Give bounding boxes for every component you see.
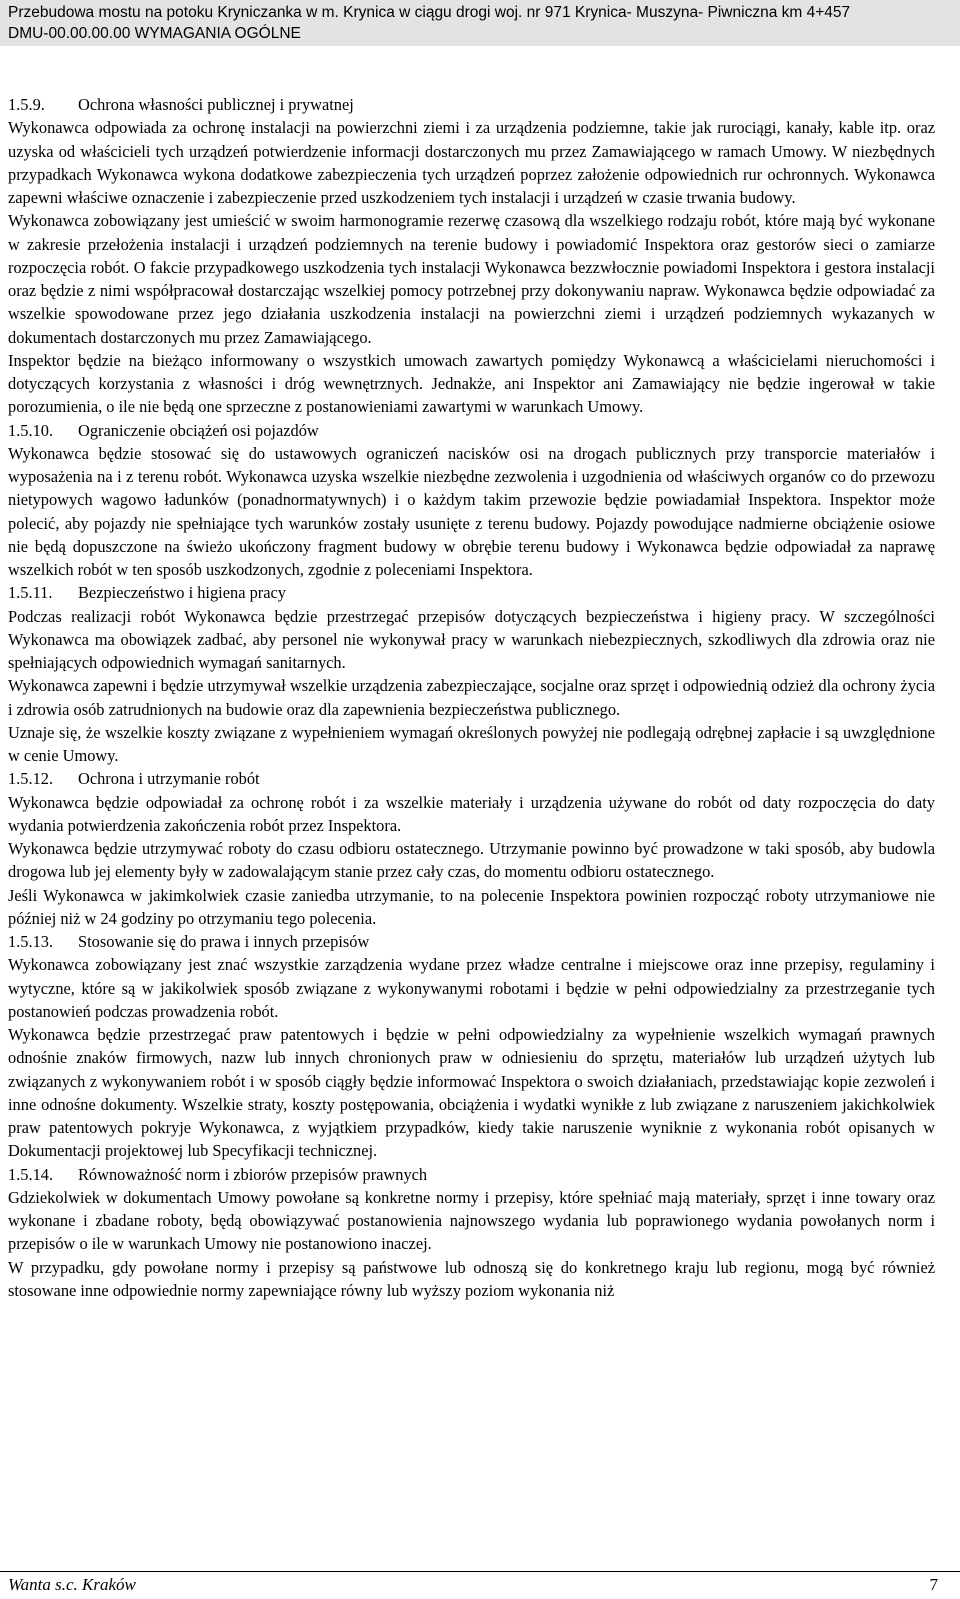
paragraph: Podczas realizacji robót Wykonawca będzie przestrzegać przepisów dotyczących bezpieczeństwa i higieny pracy. W szczególności Wykonawca ma obowiązek zadbać, aby personel nie wykonywał pracy w warunkach niebezpiecznych, szkodliwych dla zdrowia oraz nie spełniających odpowiednich wymagań sanitarnych. (8, 606, 935, 672)
page-number: 7 (929, 1575, 938, 1594)
section-number: 1.5.11. (8, 583, 53, 603)
paragraph: Gdziekolwiek w dokumentach Umowy powołane są konkretne normy i przepisy, które spełniać mają materiały, sprzęt i inne towary oraz wykonane i zbadane roboty, będą obowiązywać postanowienia najnowszego wydania lub poprawionego wydania powołanych norm i przepisów o ile w warunkach Umowy nie postanowiono inaczej. (8, 1187, 935, 1254)
section-heading (8, 767, 935, 790)
section-title: Równoważność norm i zbiorów przepisów prawnych (78, 1164, 428, 1184)
section-heading (8, 419, 935, 442)
page-header (0, 0, 960, 46)
section-heading (8, 93, 935, 116)
paragraph: Uznaje się, że wszelkie koszty związane z wypełnieniem wymagań określonych powyżej nie podlegają odrębnej zapłacie i są uwzględnione w cenie Umowy. (8, 722, 935, 765)
section-number: 1.5.9. (8, 95, 45, 114)
section-heading (8, 930, 935, 953)
paragraph: W przypadku, gdy powołane normy i przepisy są państwowe lub odnoszą się do konkretnego kraju lub regionu, mogą być również stosowane inne odpowiednie normy zapewniające równy lub wyższy poziom wykonania niż (8, 1257, 935, 1300)
section-title: Ochrona własności publicznej i prywatnej (78, 95, 354, 114)
paragraph: Wykonawca zobowiązany jest umieścić w swoim harmonogramie rezerwę czasową dla wszelkiego rodzaju robót, które mają być wykonane w zakresie przełożenia instalacji i urządzeń podziemnych na terenie budowy i powiadomić Inspektora oraz gestorów sieci o zamiarze rozpoczęcia robót. O fakcie przypadkowego uszkodzenia tych instalacji Wykonawca bezzwłocznie powiadomi Inspektora i gestora instalacji oraz będzie z nimi współpracował dostarczając wszelkiej pomocy potrzebnej przy dokonywaniu napraw. Wykonawca będzie odpowiadać za wszelkie spowodowane przez jego działania uszkodzenia instalacji na powierzchni ziemi i urządzeń podziemnych wykazanych w dokumentach dostarczonych mu przez Zamawiającego. (8, 211, 935, 347)
paragraph: Wykonawca zapewni i będzie utrzymywał wszelkie urządzenia zabezpieczające, socjalne oraz sprzęt i odpowiednią odzież dla ochrony życia i zdrowia osób zatrudnionych na budowie oraz dla zapewnienia bezpieczeństwa publicznego. (8, 676, 935, 719)
section-number: 1.5.10. (8, 420, 54, 440)
paragraph: Wykonawca będzie utrzymywać roboty do czasu odbioru ostatecznego. Utrzymanie powinno być prowadzone w taki sposób, aby budowla drogowa lub jej elementy były w zadowalającym stanie przez cały czas, do momentu odbioru ostatecznego. (8, 839, 935, 882)
header-spec-code: DMU-00.00.00.00 WYMAGANIA OGÓLNE (8, 25, 301, 42)
footer-company: Wanta s.c. Kraków (8, 1575, 136, 1594)
paragraph: Wykonawca zobowiązany jest znać wszystkie zarządzenia wydane przez władze centralne i miejscowe oraz inne przepisy, regulaminy i wytyczne, które są w jakikolwiek sposób związane z wykonywanymi robotami i będzie w pełni odpowiedzialny za przestrzeganie tych postanowień podczas prowadzenia robót. (8, 955, 935, 1021)
paragraph: Wykonawca będzie stosować się do ustawowych ograniczeń nacisków osi na drogach publicznych przy transporcie materiałów i wyposażenia na i z terenu robót. Wykonawca uzyska wszelkie niezbędne zezwolenia i uzgodnienia od właściwych organów co do przewozu nietypowych wagowo ładunków (ponadnormatywnych) i o każdym takim przewozie będzie powiadamiał Inspektora. Inspektor może polecić, aby pojazdy nie spełniające tych warunków zostały usunięte z terenu budowy. Pojazdy powodujące nadmierne obciążenie osiowe nie będą dopuszczone na świeżo ukończony fragment budowy w obrębie terenu budowy i Wykonawca będzie odpowiadał za naprawę wszelkich robót w ten sposób uszkodzonych, zgodnie z poleceniami Inspektora. (8, 443, 935, 579)
section-heading (8, 581, 935, 604)
section-number: 1.5.13. (8, 932, 54, 951)
section-number: 1.5.14. (8, 1164, 54, 1184)
section-title: Ograniczenie obciążeń osi pojazdów (78, 420, 319, 440)
section-title: Bezpieczeństwo i higiena pracy (78, 583, 286, 603)
paragraph: Inspektor będzie na bieżąco informowany o wszystkich umowach zawartych pomiędzy Wykonawcą a właścicielami nieruchomości i dotyczących korzystania z własności i dróg wewnętrznych. Jednakże, ani Inspektor ani Zamawiający nie będzie ingerował w takie porozumienia, o ile nie będą one sprzeczne z postanowieniami zawartymi w warunkach Umowy. (8, 350, 935, 417)
paragraph: Wykonawca będzie przestrzegać praw patentowych i będzie w pełni odpowiedzialny za wypełnienie wszelkich wymagań prawnych odnośnie znaków firmowych, nazw lub innych chronionych praw w odniesieniu do sprzętu, materiałów lub urządzeń użytych lub związanych z wykonywaniem robót i w sposób ciągły będzie informować Inspektora o swoich działaniach, przedstawiając kopie zezwoleń i inne odnośne dokumenty. Wszelkie straty, koszty postępowania, obciążenia i wydatki wynikłe z lub związane z naruszeniem jakichkolwiek praw patentowych pokryje Wykonawca, z wyjątkiem przypadków, kiedy takie naruszenie wyniknie z wykonania robót opisanych w Dokumentacji projektowej lub Specyfikacji technicznej. (8, 1025, 935, 1161)
section-title: Stosowanie się do prawa i innych przepisów (78, 932, 370, 951)
paragraph: Wykonawca odpowiada za ochronę instalacji na powierzchni ziemi i za urządzenia podziemne, takie jak rurociągi, kanały, kable itp. oraz uzyska od właścicieli tych urządzeń potwierdzenie informacji dostarczonych mu przez Zamawiającego w ramach Umowy. W niezbędnych przypadkach Wykonawca wykona dodatkowe zabezpieczenia tych urządzeń poprzez założenie odpowiednich rur ochronnych. Wykonawca zapewni właściwe oznaczenie i zabezpieczenie przed uszkodzeniem tych instalacji i urządzeń w czasie trwania budowy. (8, 118, 935, 207)
page-footer (0, 1571, 960, 1598)
section-heading (8, 1163, 935, 1186)
section-title: Ochrona i utrzymanie robót (78, 769, 260, 789)
header-project-title: Przebudowa mostu na potoku Kryniczanka w m. Krynica w ciągu drogi woj. nr 971 Krynica- Muszyna- Piwniczna km 4+457 (8, 4, 851, 21)
paragraph: Jeśli Wykonawca w jakimkolwiek czasie zaniedba utrzymanie, to na polecenie Inspektora powinien rozpocząć roboty utrzymaniowe nie później niż w 24 godziny po otrzymaniu tego polecenia. (8, 885, 935, 928)
section-number: 1.5.12. (8, 769, 54, 789)
paragraph: Wykonawca będzie odpowiadał za ochronę robót i za wszelkie materiały i urządzenia używane do robót od daty rozpoczęcia do daty wydania potwierdzenia zakończenia robót przez Inspektora. (8, 792, 935, 835)
document-body (8, 93, 935, 1302)
